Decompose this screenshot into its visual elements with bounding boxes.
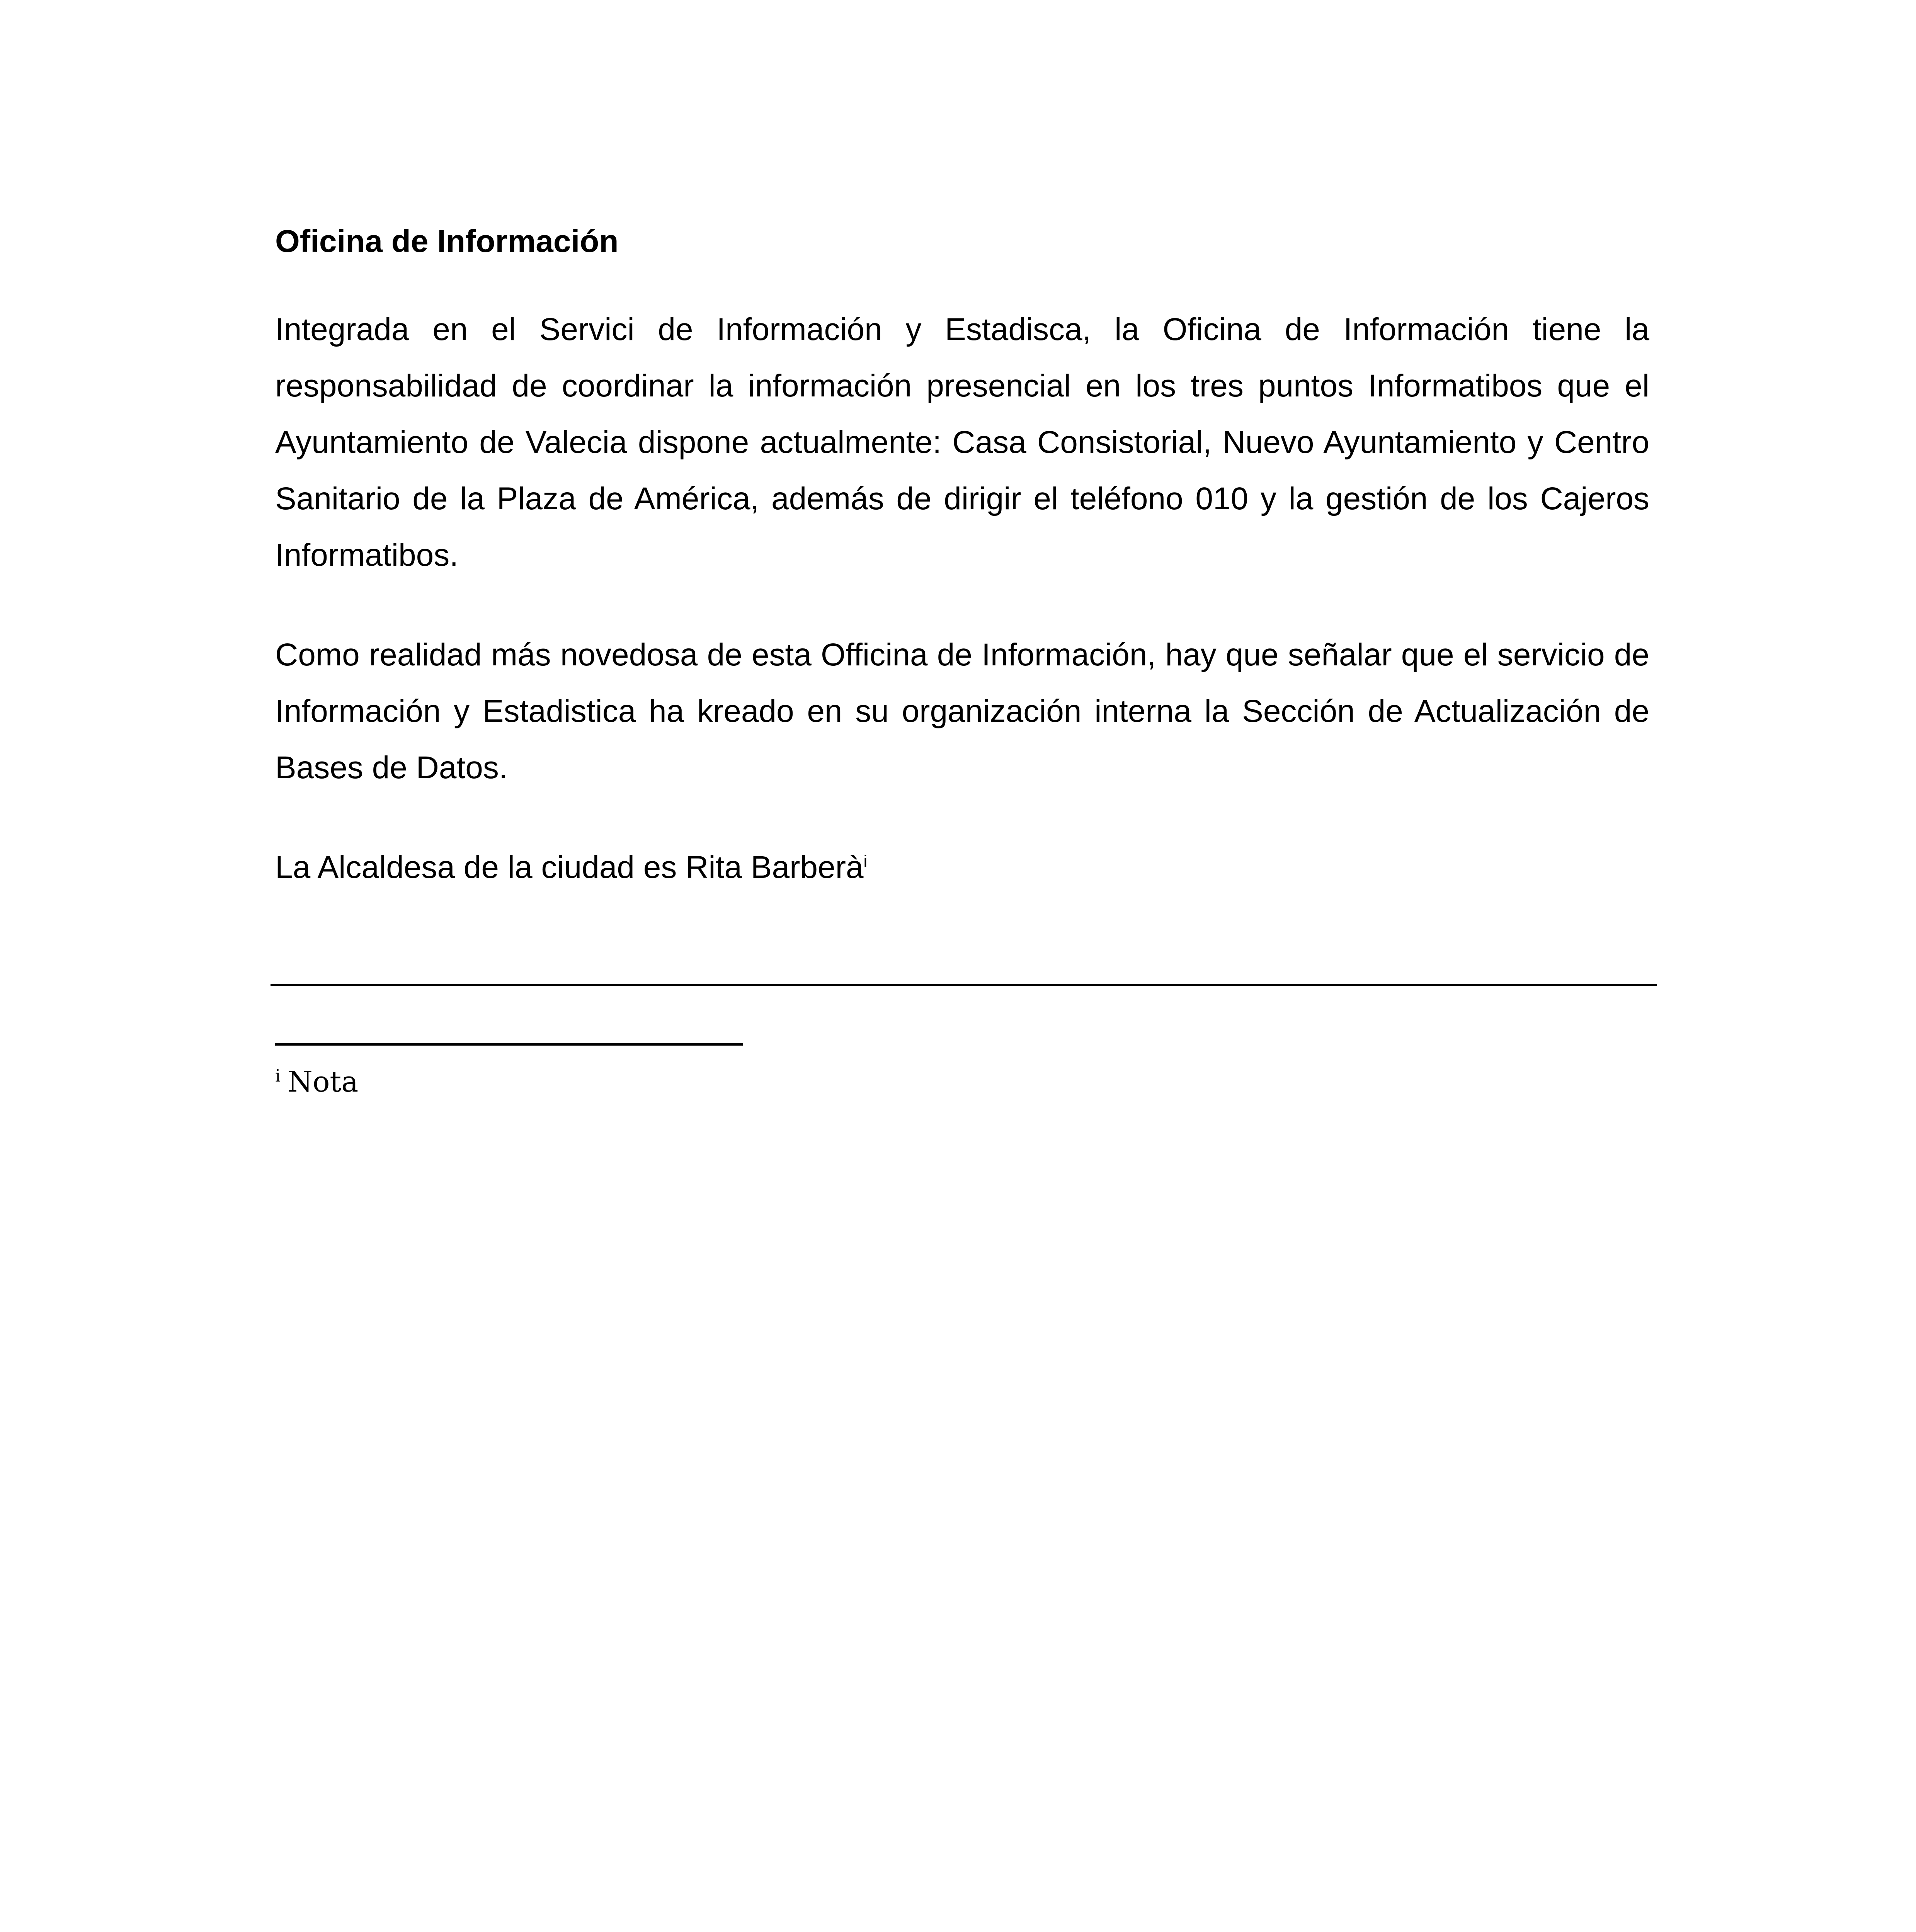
document-body xyxy=(275,220,1649,896)
paragraph-2: Como realidad más novedosa de esta Officina de Información, hay que señalar que el servicio de Información y Estadistica ha kreado en su organización interna la Sección de Actualización de Bases de Datos. xyxy=(275,637,1649,785)
section-heading: Oficina de Información xyxy=(275,224,619,259)
footnote-mark: i xyxy=(275,1066,281,1086)
closing-paragraph xyxy=(275,839,1649,896)
footnote-separator xyxy=(275,1043,743,1046)
footnote xyxy=(275,1059,358,1105)
footnote-text: Nota xyxy=(288,1065,359,1099)
closing-text: La Alcaldesa de la ciudad es Rita Barberà xyxy=(275,850,864,885)
footnote-reference[interactable]: i xyxy=(863,852,868,871)
paragraph-1: Integrada en el Servici de Información y Estadisca, la Oficina de Información tiene la responsabilidad de coordinar la información presencial en los tres puntos Informatibos que el Ayuntamiento de Valecia dispone actualmente: Casa Consistorial, Nuevo Ayuntamiento y Centro Sanitario de la Plaza de América, además de dirigir el teléfono 010 y la gestión de los Cajeros Informatibos. xyxy=(275,312,1649,573)
horizontal-divider xyxy=(271,984,1657,986)
